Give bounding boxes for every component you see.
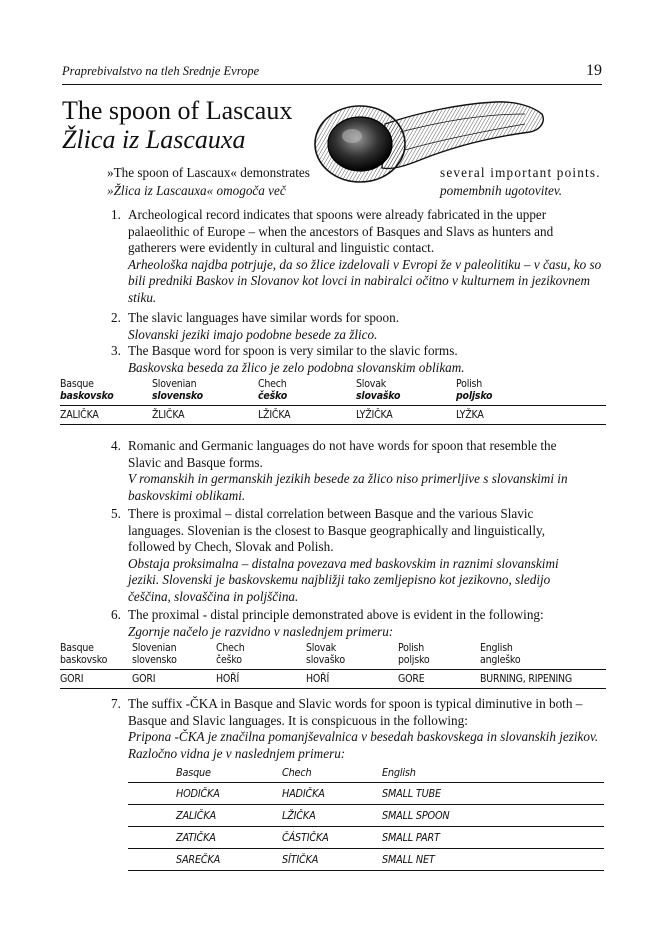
item-text-en: There is proximal – distal correlation between Basque and the various Slavic languages. Slovenian is the closest to Basque geographically and linguistically, followed by Chech, Slovak and Polish.	[128, 506, 546, 555]
table-subheader: slovaško	[306, 654, 345, 666]
table-cell: LŽIČKA	[258, 409, 291, 421]
table-cell: SMALL NET	[382, 853, 435, 866]
table-header: Slovenian	[132, 642, 177, 654]
table-cell: HOŘÍ	[306, 673, 330, 685]
item-text-en: Romanic and Germanic languages do not have words for spoon that resemble the Slavic and Basque forms.	[128, 438, 557, 470]
table-rule	[60, 405, 606, 406]
table-cell: SMALL TUBE	[382, 787, 441, 800]
item-number: 7.	[111, 696, 121, 711]
item-text-sl: Pripona -ČKA je značilna pomanjševalnica v besedah baskovskega in slovanskih jezikov. Razločno vidna je v naslednjem primeru:	[128, 729, 599, 761]
table-cell: HOŘÍ	[216, 673, 240, 685]
item-text-en: The slavic languages have similar words for spoon.	[128, 310, 400, 325]
table-rule	[60, 688, 606, 689]
header-rule	[62, 84, 602, 85]
table-cell: LŽIČKA	[282, 809, 316, 822]
item-number: 4.	[111, 438, 121, 453]
table-cell: SAREČKA	[176, 853, 221, 866]
table-cell: SMALL PART	[382, 831, 440, 844]
table-cell: ZALIČKA	[60, 409, 99, 421]
table-header: Slovak	[356, 378, 387, 390]
table-rule	[128, 804, 604, 805]
list-item	[111, 438, 568, 504]
table-header-row	[60, 642, 606, 654]
item-number: 3.	[111, 343, 121, 358]
item-text-sl: V romanskih in germanskih jezikih besede za žlico niso primerljive s slovanskimi in baskovskimi oblikami.	[128, 471, 568, 503]
table-cell: HADIČKA	[282, 787, 325, 800]
table-header: English	[382, 766, 416, 779]
table-rule	[60, 424, 606, 425]
item-text-en: Archeological record indicates that spoons were already fabricated in the upper palaeolithic of Europe – when the ancestors of Basques and Slavs as hunters and gatherers were evidently in cultural and linguistic contact.	[128, 207, 554, 256]
table-header: Chech	[282, 766, 312, 779]
item-number: 1.	[111, 207, 121, 222]
table-subheader-row	[60, 390, 606, 402]
item-text-en: The suffix -ČKA in Basque and Slavic words for spoon is typical diminutive in both – Basque and Slavic languages. It is conspicuous in the following:	[128, 696, 583, 728]
item-number: 5.	[111, 506, 121, 521]
table-header: Polish	[398, 642, 425, 654]
table-subheader: slovensko	[132, 654, 177, 666]
table-header: Slovenian	[152, 378, 197, 390]
page-title: The spoon of Lascaux	[62, 96, 293, 125]
table-cell: BURNING, RIPENING	[480, 673, 573, 685]
table-cell: HODIČKA	[176, 787, 220, 800]
table-cell: GORI	[132, 673, 156, 685]
table-cell: ZALIČKA	[176, 809, 216, 822]
running-header: Praprebivalstvo na tleh Srednje Evrope	[62, 64, 260, 78]
table-header: Basque	[60, 378, 94, 390]
diminutive-table	[128, 766, 604, 871]
table-row	[60, 409, 606, 421]
table-cell: ZATIČKA	[176, 831, 216, 844]
item-text-sl: Slovanski jeziki imajo podobne besede za žlico.	[128, 326, 378, 342]
item-number: 6.	[111, 607, 121, 622]
table-cell: LYŽKA	[456, 409, 484, 421]
table-cell: GORE	[398, 673, 425, 685]
list-item	[111, 207, 604, 307]
list-item	[111, 310, 604, 343]
table-row	[128, 853, 604, 866]
table-cell: SÍTIČKA	[282, 853, 319, 866]
item-text-en: The proximal - distal principle demonstrated above is evident in the following:	[128, 607, 544, 622]
item-number: 2.	[111, 310, 121, 325]
table-subheader: poljsko	[456, 390, 493, 402]
spoon-words-table	[60, 378, 606, 425]
table-header: Slovak	[306, 642, 337, 654]
list-item	[111, 506, 568, 606]
table-header: English	[480, 642, 513, 654]
table-row	[60, 673, 606, 685]
item-text-en: The Basque word for spoon is very similar to the slavic forms.	[128, 343, 458, 358]
table-subheader: baskovsko	[60, 390, 114, 402]
table-subheader: slovaško	[356, 390, 401, 402]
page-subtitle: Žlica iz Lascauxa	[62, 125, 246, 154]
table-subheader: angleško	[480, 654, 521, 666]
burning-words-table	[60, 642, 606, 689]
table-subheader: baskovsko	[60, 654, 108, 666]
page-number: 19	[586, 62, 602, 79]
intro-en-left: »The spoon of Lascaux« demonstrates	[107, 165, 310, 180]
table-header: Chech	[216, 642, 245, 654]
intro-sl-left: »Žlica iz Lascauxa« omogoča več	[107, 183, 286, 198]
table-subheader: češko	[216, 654, 242, 666]
list-item	[111, 696, 604, 762]
table-header: Basque	[176, 766, 211, 779]
table-subheader: češko	[258, 390, 288, 402]
table-subheader-row	[60, 654, 606, 666]
table-row	[128, 787, 604, 800]
table-header: Basque	[60, 642, 94, 654]
intro-en-right: several important points.	[440, 165, 601, 180]
table-rule	[128, 826, 604, 827]
table-header-row	[60, 378, 606, 390]
item-text-sl: Arheološka najdba potrjuje, da so žlice izdelovali v Evropi že v paleolitiku – v času, ko so bili predniki Baskov in Slovanov kot lovci in nabiralci očitno v kulturnem in jezikovnem stiku.	[128, 256, 602, 305]
table-cell: ČÁSTIČKA	[282, 831, 329, 844]
table-header-row	[128, 766, 604, 779]
table-cell: SMALL SPOON	[382, 809, 450, 822]
table-cell: GORI	[60, 673, 84, 685]
list-item	[111, 343, 604, 376]
table-cell: ŽLIČKA	[152, 409, 185, 421]
table-rule	[128, 870, 604, 871]
table-header: Polish	[456, 378, 483, 390]
table-cell: LYŽIČKA	[356, 409, 393, 421]
list-item	[111, 607, 608, 640]
intro-sl-right: pomembnih ugotovitev.	[440, 183, 563, 198]
table-row	[128, 831, 604, 844]
table-row	[128, 809, 604, 822]
table-rule	[128, 782, 604, 783]
item-text-sl: Zgornje načelo je razvidno v naslednjem primeru:	[128, 623, 394, 639]
table-header: Chech	[258, 378, 287, 390]
item-text-sl: Obstaja proksimalna – distalna povezava med baskovskim in raznimi slovanskimi jeziki. Slovenski je baskovskemu najbližji tako zemljepisno kot jezikovno, sledijo češčina, slovaščina in poljščina.	[128, 555, 559, 604]
item-text-sl: Baskovska beseda za žlico je zelo podobna slovanskim oblikam.	[128, 359, 465, 375]
table-subheader: slovensko	[152, 390, 203, 402]
table-rule	[60, 669, 606, 670]
table-rule	[128, 848, 604, 849]
table-subheader: poljsko	[398, 654, 430, 666]
